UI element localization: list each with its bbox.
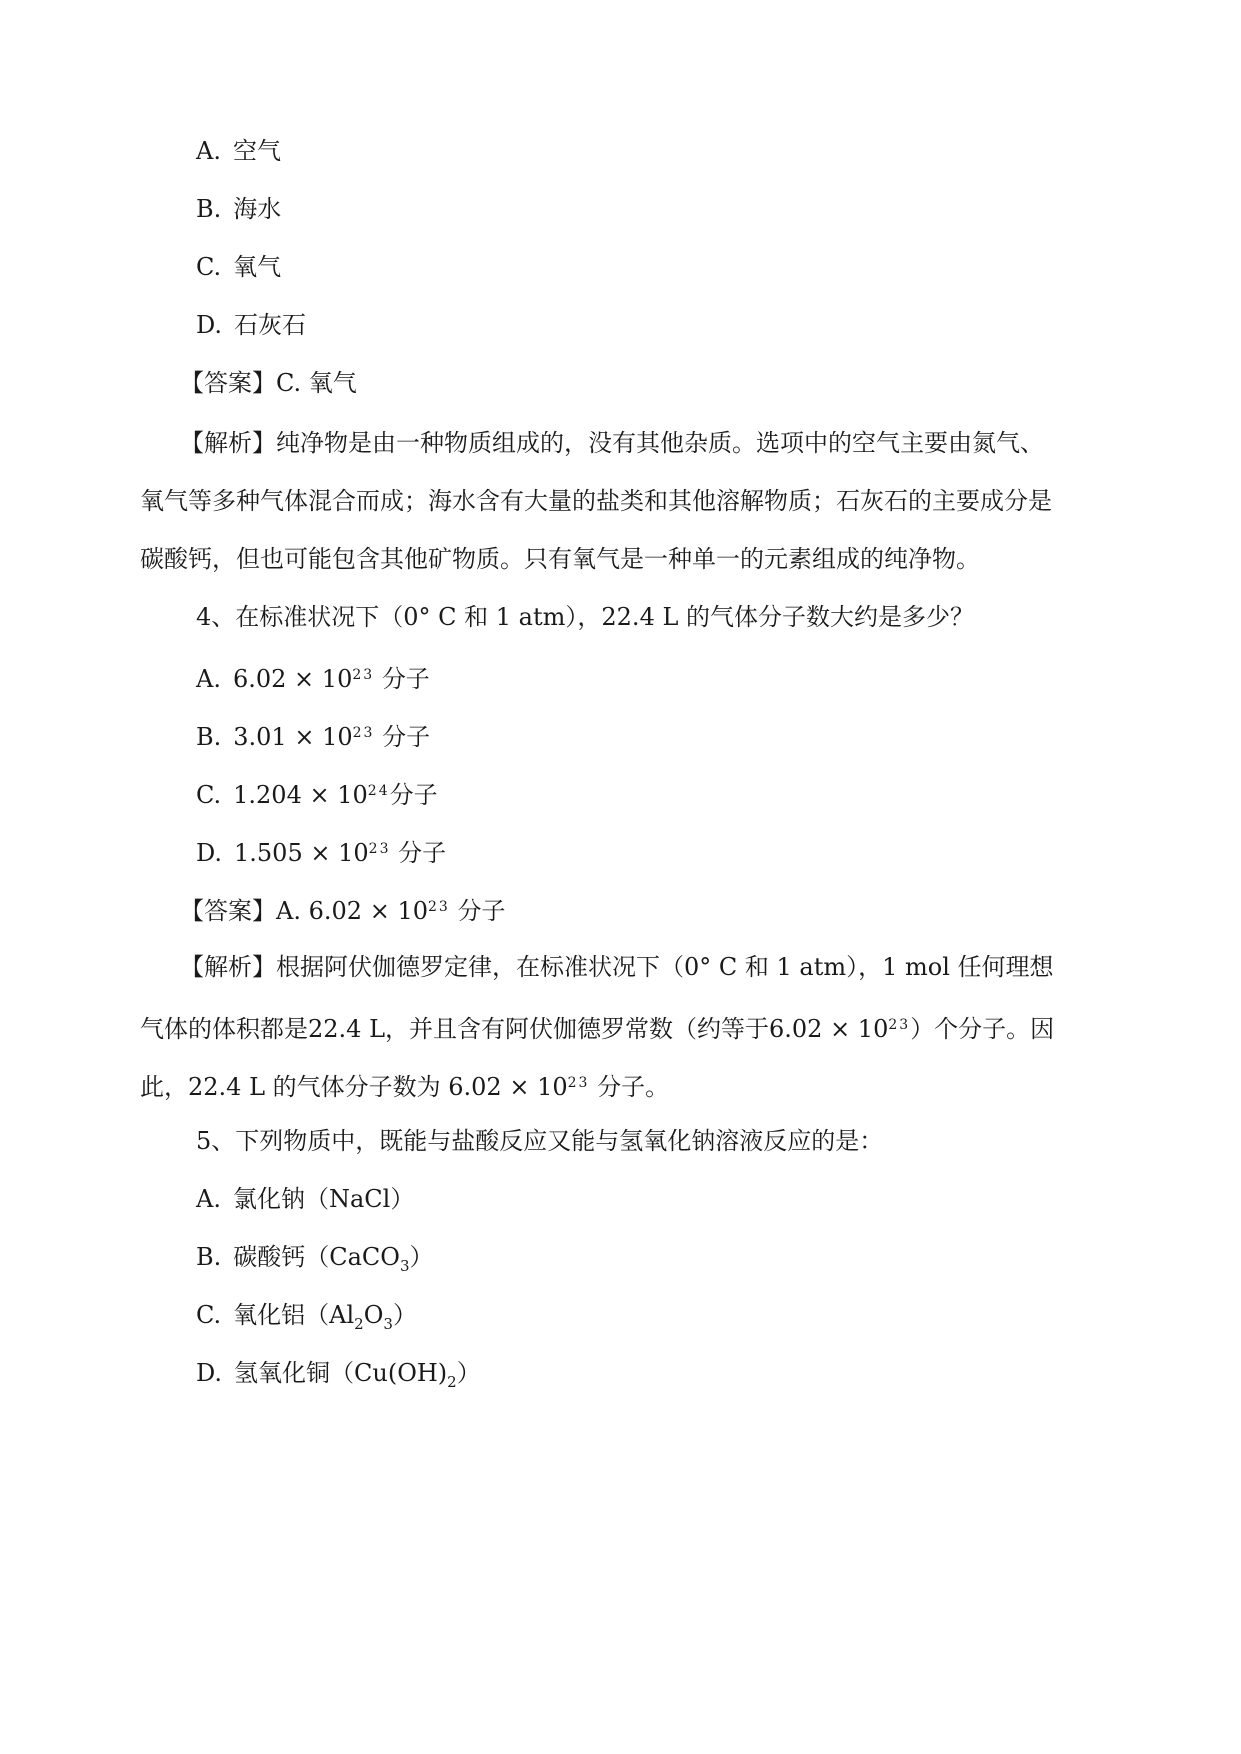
exponent: 23 bbox=[352, 725, 375, 741]
times-sign: × bbox=[310, 839, 331, 867]
unit: 分子 bbox=[381, 665, 430, 693]
coefficient: 1.204 bbox=[233, 781, 302, 809]
q5-option-c bbox=[0, 1300, 1181, 1339]
q3-analysis-line-2 bbox=[0, 486, 1181, 516]
analysis-text: 纯净物是由一种物质组成的，没有其他杂质。选项中的空气主要由氮气、 bbox=[276, 429, 1044, 457]
subscript: 2 bbox=[354, 1315, 364, 1333]
times-sign: × bbox=[309, 781, 330, 809]
option-label: D. bbox=[196, 1359, 223, 1387]
answer-tag: 【答案】 bbox=[180, 369, 276, 397]
chemical-formula bbox=[330, 1359, 481, 1391]
compound-name: 氧化铝 bbox=[233, 1301, 306, 1329]
option-text: 空气 bbox=[232, 137, 281, 165]
q4-analysis-line-3 bbox=[0, 1068, 1181, 1102]
option-label: C. bbox=[196, 781, 222, 809]
q4-option-d bbox=[0, 834, 1181, 868]
question-text: 4、在标准状况下（0° C 和 1 atm），22.4 L 的气体分子数大约是多少？ bbox=[196, 603, 975, 631]
q4-option-b bbox=[0, 718, 1181, 752]
analysis-text: 根据阿伏伽德罗定律，在标准状况下（0° C 和 1 atm），1 mol 任何理想 bbox=[276, 953, 1054, 981]
analysis-tag: 【解析】 bbox=[180, 953, 276, 981]
analysis-text: 气体的体积都是22.4 L，并且含有阿伏伽德罗常数（约等于6.02 × 10 bbox=[140, 1015, 889, 1043]
exponent: 23 bbox=[567, 1075, 590, 1091]
analysis-text: 分子。 bbox=[589, 1073, 670, 1101]
option-label: A. bbox=[196, 665, 221, 693]
option-text: 海水 bbox=[233, 195, 282, 223]
analysis-text: 氧气等多种气体混合而成；海水含有大量的盐类和其他溶解物质；石灰石的主要成分是 bbox=[140, 487, 1052, 515]
q5-option-d bbox=[0, 1358, 1181, 1397]
base: 10 bbox=[321, 665, 353, 693]
option-label: D. bbox=[196, 311, 223, 339]
analysis-text: 此，22.4 L 的气体分子数为 6.02 × 10 bbox=[140, 1073, 568, 1101]
option-label: A. bbox=[276, 897, 301, 925]
q4-question bbox=[0, 602, 1181, 632]
formula-part: ） bbox=[409, 1243, 434, 1271]
answer-text: C. 氧气 bbox=[276, 369, 357, 397]
formula-part: O bbox=[363, 1301, 384, 1329]
q3-option-c bbox=[0, 252, 1181, 282]
option-text: 石灰石 bbox=[234, 311, 307, 339]
subscript: 3 bbox=[399, 1257, 410, 1275]
chemical-formula bbox=[305, 1301, 417, 1333]
exponent: 24 bbox=[367, 783, 390, 799]
option-label: C. bbox=[196, 1301, 222, 1329]
option-label: B. bbox=[196, 1243, 222, 1271]
option-label: A. bbox=[196, 1185, 221, 1213]
exponent: 23 bbox=[368, 841, 391, 857]
chemical-formula bbox=[305, 1243, 434, 1275]
q5-option-a bbox=[0, 1184, 1181, 1214]
q3-option-a bbox=[0, 136, 1181, 166]
base: 10 bbox=[397, 897, 428, 925]
q4-option-a bbox=[0, 660, 1181, 694]
q3-option-d bbox=[0, 310, 1181, 340]
formula-part: ） bbox=[392, 1301, 417, 1329]
base: 10 bbox=[338, 839, 369, 867]
option-label: A. bbox=[196, 137, 221, 165]
q3-answer bbox=[0, 368, 1181, 398]
q5-question bbox=[0, 1126, 1181, 1156]
coefficient: 6.02 bbox=[308, 897, 363, 925]
coefficient: 6.02 bbox=[232, 665, 287, 693]
q5-option-b bbox=[0, 1242, 1181, 1281]
formula-part: （Al bbox=[305, 1301, 355, 1329]
formula-part: ） bbox=[456, 1359, 481, 1387]
option-text: 氧气 bbox=[233, 253, 282, 281]
analysis-text: ）个分子。因 bbox=[910, 1015, 1055, 1043]
analysis-text: 碳酸钙，但也可能包含其他矿物质。只有氧气是一种单一的元素组成的纯净物。 bbox=[140, 545, 980, 573]
q3-analysis-line-3 bbox=[0, 544, 1181, 574]
q4-analysis-line-2 bbox=[0, 1010, 1181, 1044]
answer-tag: 【答案】 bbox=[180, 897, 276, 925]
base: 10 bbox=[322, 723, 353, 751]
compound-name: 氯化钠 bbox=[232, 1185, 305, 1213]
subscript: 3 bbox=[383, 1315, 393, 1333]
q4-analysis-line-1 bbox=[0, 952, 1181, 982]
q4-answer bbox=[0, 892, 1181, 926]
q3-analysis-line-1 bbox=[0, 428, 1181, 458]
times-sign: × bbox=[294, 665, 315, 693]
coefficient: 3.01 bbox=[233, 723, 287, 751]
formula-part: （CaCO bbox=[305, 1243, 400, 1271]
chemical-formula: （NaCl） bbox=[304, 1185, 415, 1213]
option-label: D. bbox=[196, 839, 223, 867]
coefficient: 1.505 bbox=[234, 839, 303, 867]
exponent: 23 bbox=[427, 899, 450, 915]
q4-option-c bbox=[0, 776, 1181, 810]
q3-option-b bbox=[0, 194, 1181, 224]
option-label: B. bbox=[196, 195, 222, 223]
compound-name: 碳酸钙 bbox=[233, 1243, 306, 1271]
unit: 分子 bbox=[389, 781, 438, 809]
unit: 分子 bbox=[457, 897, 506, 925]
exponent: 23 bbox=[352, 667, 375, 683]
compound-name: 氢氧化铜 bbox=[234, 1359, 331, 1387]
option-label: B. bbox=[196, 723, 222, 751]
exponent: 23 bbox=[888, 1017, 911, 1033]
base: 10 bbox=[337, 781, 368, 809]
formula-part: （Cu(OH) bbox=[330, 1359, 448, 1387]
subscript: 2 bbox=[447, 1373, 457, 1391]
times-sign: × bbox=[369, 897, 390, 925]
option-label: C. bbox=[196, 253, 222, 281]
times-sign: × bbox=[294, 723, 315, 751]
analysis-tag: 【解析】 bbox=[180, 429, 276, 457]
unit: 分子 bbox=[382, 723, 431, 751]
unit: 分子 bbox=[398, 839, 447, 867]
question-text: 5、下列物质中，既能与盐酸反应又能与氢氧化钠溶液反应的是： bbox=[196, 1127, 884, 1155]
